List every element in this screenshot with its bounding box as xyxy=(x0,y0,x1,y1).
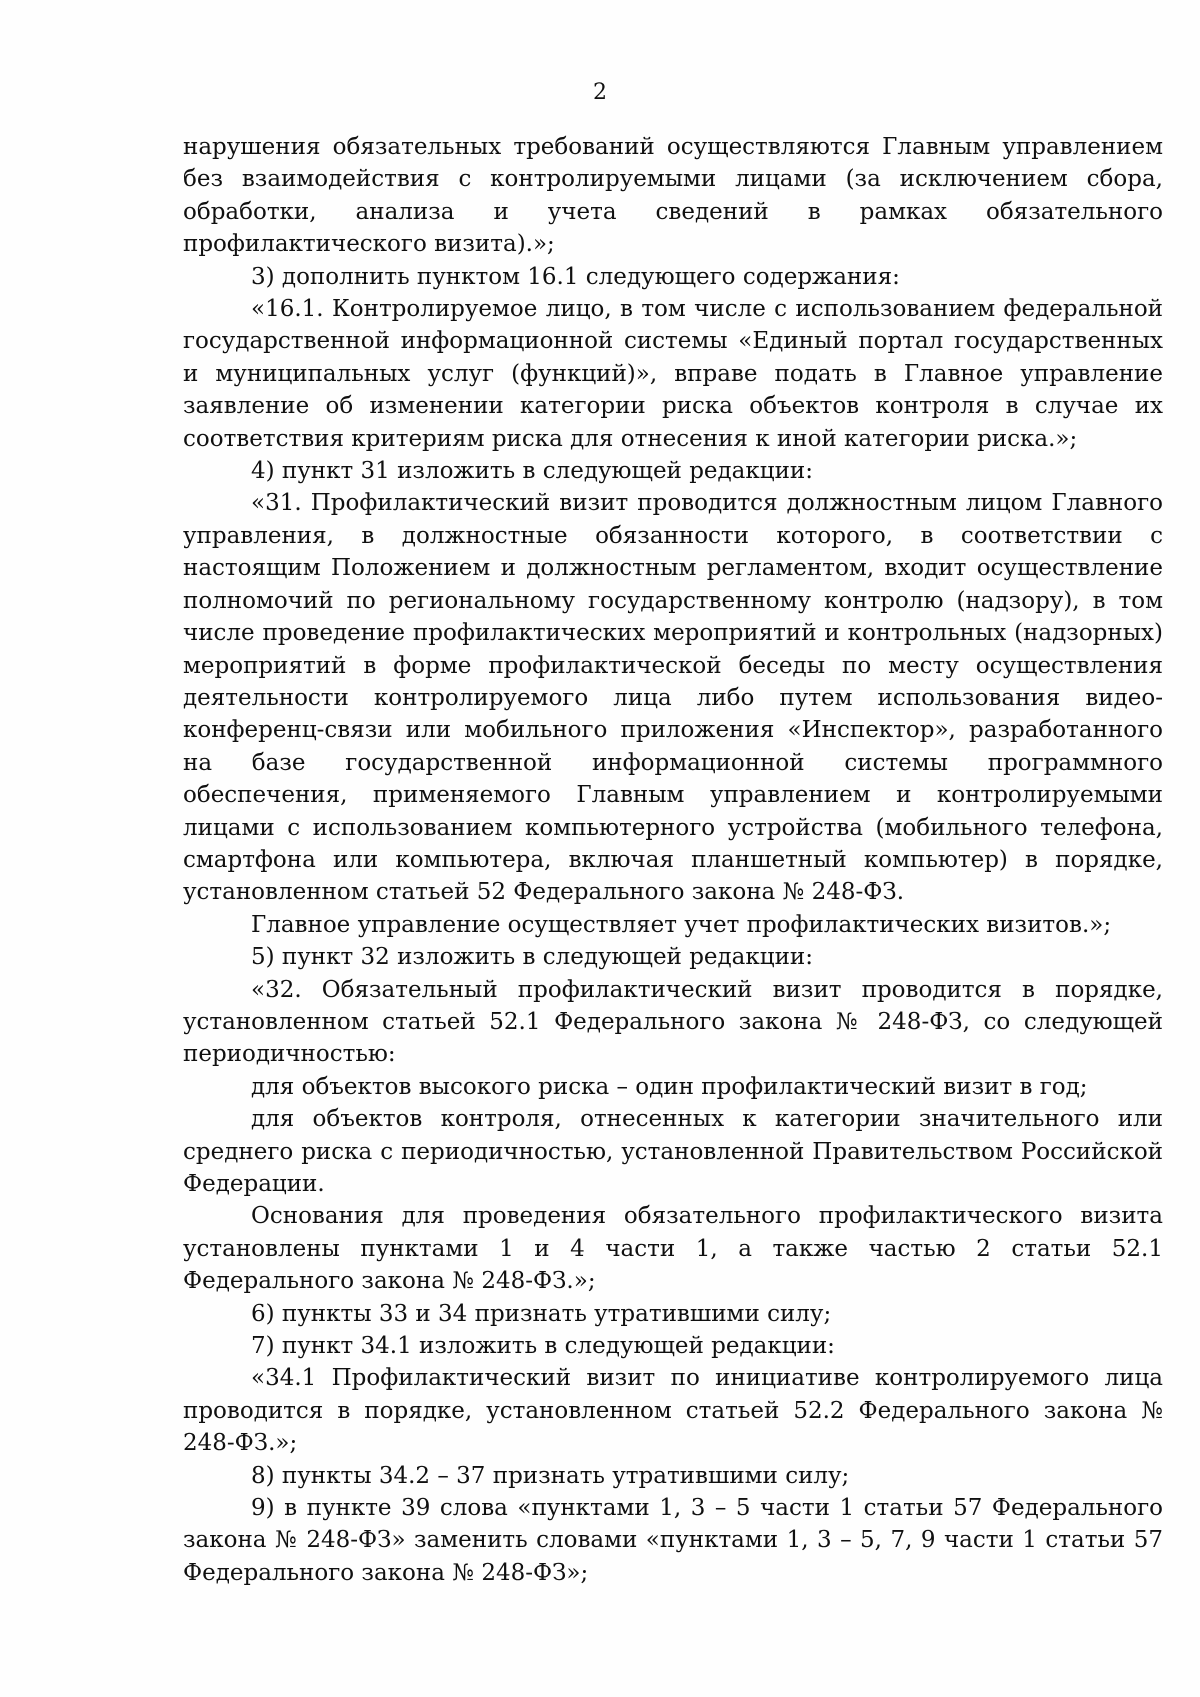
paragraph-item-3: 3) дополнить пунктом 16.1 следующего содержания: xyxy=(251,263,900,290)
paragraph-medium-risk: для объектов контроля, отнесенных к категории значительного или среднего риска с периодичностью, установленной Правительством Российской Федерации. xyxy=(183,1106,1163,1197)
paragraph-item-8: 8) пункты 34.2 – 37 признать утратившими силу; xyxy=(251,1462,850,1489)
paragraph-clause-34-1: «34.1 Профилактический визит по инициативе контролируемого лица проводится в порядке, установленном статьей 52.2 Федерального закона № 248-ФЗ.»; xyxy=(183,1365,1163,1457)
paragraph-continuation: нарушения обязательных требований осуществляются Главным управлением без взаимодействия с контролируемыми лицами (за исключением сбора, обработки, анализа и учета сведений в рамках обязательного профилактического визита).»; xyxy=(183,134,1163,258)
paragraph-clause-32: «32. Обязательный профилактический визит проводится в порядке, установленном статьей 52.1 Федерального закона № 248-ФЗ, со следующей периодичностью: xyxy=(183,976,1163,1068)
paragraph-item-4: 4) пункт 31 изложить в следующей редакции: xyxy=(251,458,813,485)
paragraph-item-7: 7) пункт 34.1 изложить в следующей редакции: xyxy=(251,1333,835,1360)
paragraph-item-9: 9) в пункте 39 слова «пунктами 1, 3 – 5 части 1 статьи 57 Федерального закона № 248-ФЗ» заменить словами «пунктами 1, 3 – 5, 7, 9 части 1 статьи 57 Федерального закона № 248-ФЗ»; xyxy=(183,1495,1163,1586)
paragraph-clause-31-note: Главное управление осуществляет учет профилактических визитов.»; xyxy=(251,911,1112,938)
paragraph-clause-16-1: «16.1. Контролируемое лицо, в том числе с использованием федеральной государственной информационной системы «Единый портал государственных и муниципальных услуг (функций)», вправе подать в Главное управление заявление об изменении категории риска объектов контроля в случае их соответствия критериям риска для отнесения к иной категории риска.»; xyxy=(183,296,1163,452)
page-number: 2 xyxy=(593,80,607,105)
paragraph-grounds: Основания для проведения обязательного профилактического визита установлены пунктами 1 и 4 части 1, а также частью 2 статьи 52.1 Федерального закона № 248-ФЗ.»; xyxy=(183,1203,1163,1295)
paragraph-item-5: 5) пункт 32 изложить в следующей редакции: xyxy=(251,944,813,971)
paragraph-clause-31: «31. Профилактический визит проводится должностным лицом Главного управления, в должностные обязанности которого, в соответствии с настоящим Положением и должностным регламентом, входит осуществление полномочий по региональному государственному контролю (надзору), в том числе проведение профилактических мероприятий и контрольных (надзорных) мероприятий в форме профилактической беседы по месту осуществления деятельности контролируемого лица либо путем использования видео-конференц-связи или мобильного приложения «Инспектор», разработанного на базе государственной информационной системы программного обеспечения, применяемого Главным управлением и контролируемыми лицами с использованием компьютерного устройства (мобильного телефона, смартфона или компьютера, включая планшетный компьютер) в порядке, установленном статьей 52 Федерального закона № 248-ФЗ. xyxy=(183,490,1163,906)
document-body xyxy=(183,131,1163,1589)
paragraph-high-risk: для объектов высокого риска – один профилактический визит в год; xyxy=(251,1073,1088,1100)
paragraph-item-6: 6) пункты 33 и 34 признать утратившими силу; xyxy=(251,1300,832,1327)
